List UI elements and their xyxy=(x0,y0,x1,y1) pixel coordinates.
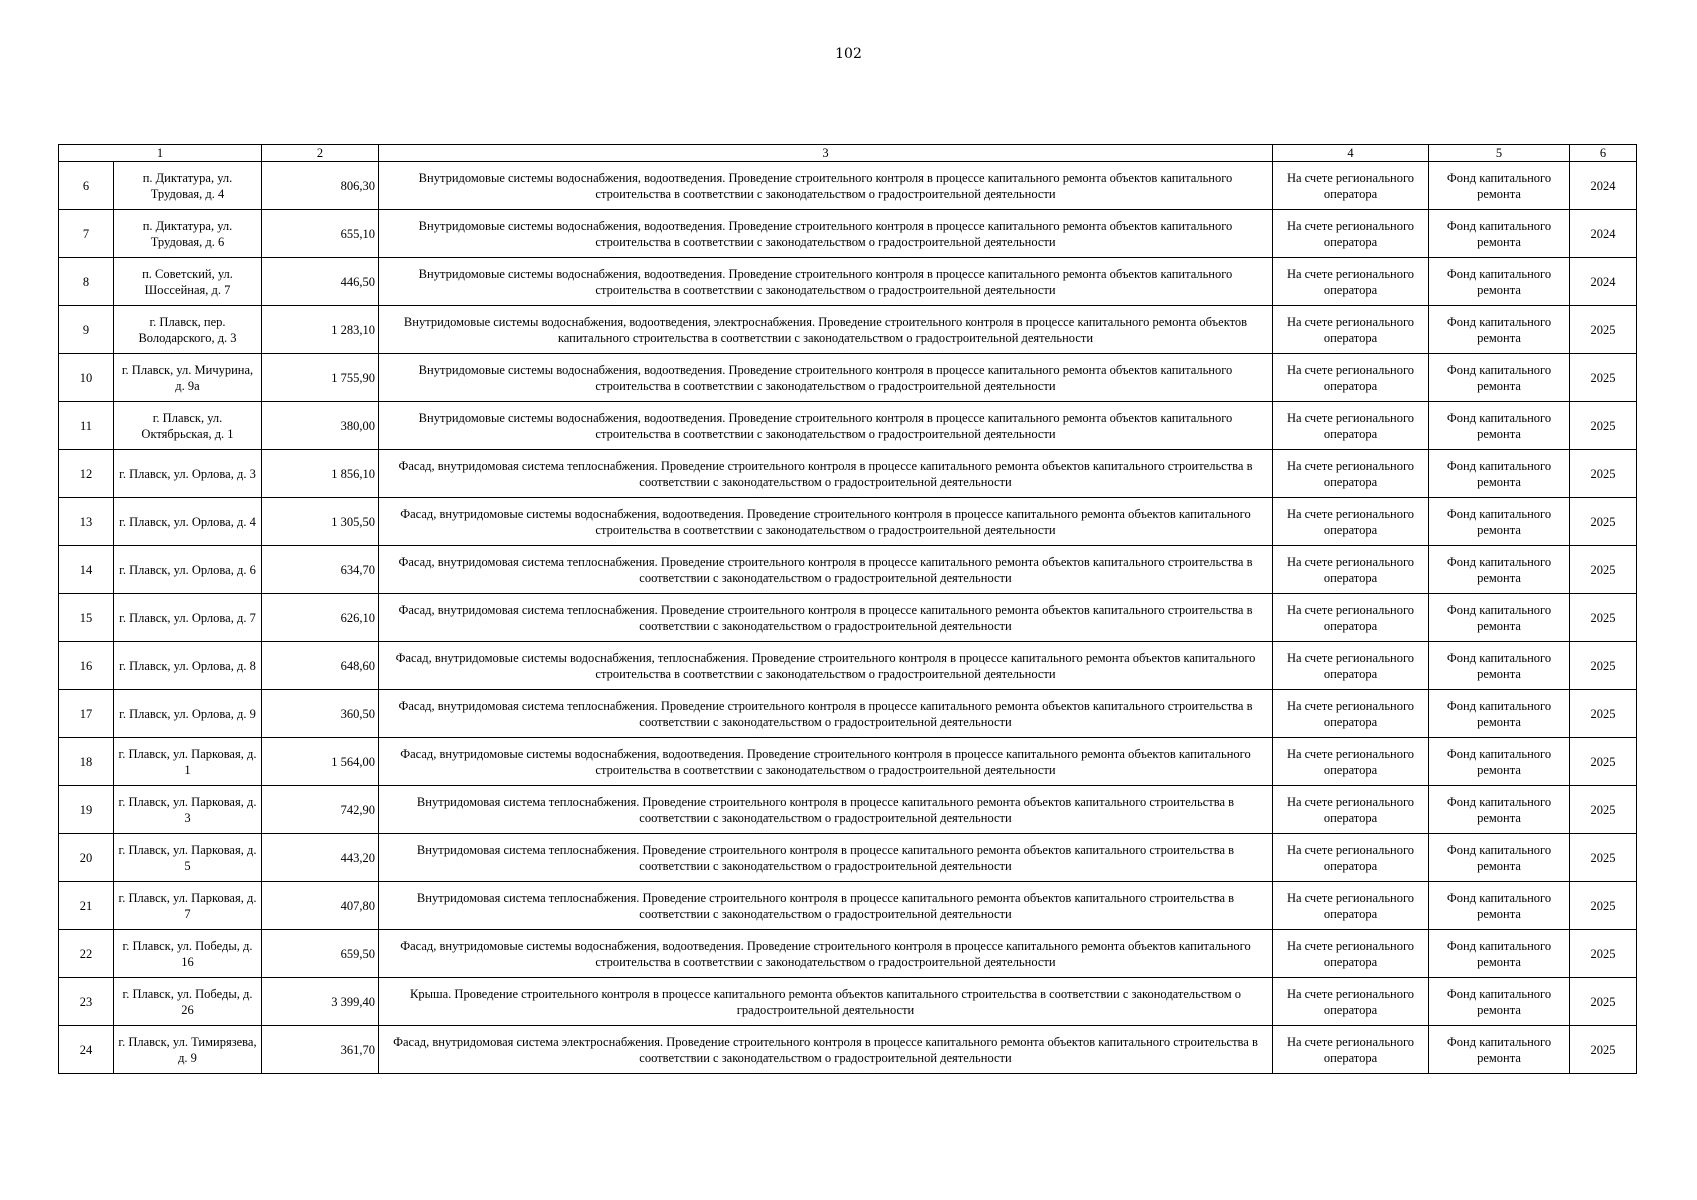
table-row xyxy=(59,834,1637,882)
row-number-cell: 24 xyxy=(59,1026,114,1074)
works-description-cell: Внутридомовые системы водоснабжения, водоотведения. Проведение строительного контроля в процессе капитального ремонта объектов капитального строительства в соответствии с законодательством о градостроительной деятельности xyxy=(379,210,1273,258)
area-cell: 1 856,10 xyxy=(262,450,379,498)
header-cell-4: 4 xyxy=(1273,145,1429,162)
funding-source-cell: Фонд капитального ремонта xyxy=(1429,1026,1570,1074)
account-type-cell: На счете регионального оператора xyxy=(1273,258,1429,306)
row-number-cell: 10 xyxy=(59,354,114,402)
address-cell: г. Плавск, ул. Орлова, д. 4 xyxy=(114,498,262,546)
account-type-cell: На счете регионального оператора xyxy=(1273,738,1429,786)
address-cell: г. Плавск, ул. Орлова, д. 6 xyxy=(114,546,262,594)
area-cell: 655,10 xyxy=(262,210,379,258)
account-type-cell: На счете регионального оператора xyxy=(1273,354,1429,402)
works-description-cell: Внутридомовая система теплоснабжения. Проведение строительного контроля в процессе капитального ремонта объектов капитального строительства в соответствии с законодательством о градостроительной деятельности xyxy=(379,834,1273,882)
area-cell: 443,20 xyxy=(262,834,379,882)
funding-source-cell: Фонд капитального ремонта xyxy=(1429,354,1570,402)
account-type-cell: На счете регионального оператора xyxy=(1273,210,1429,258)
row-number-cell: 16 xyxy=(59,642,114,690)
address-cell: г. Плавск, пер. Володарского, д. 3 xyxy=(114,306,262,354)
works-description-cell: Внутридомовая система теплоснабжения. Проведение строительного контроля в процессе капитального ремонта объектов капитального строительства в соответствии с законодательством о градостроительной деятельности xyxy=(379,882,1273,930)
account-type-cell: На счете регионального оператора xyxy=(1273,978,1429,1026)
year-cell: 2025 xyxy=(1570,546,1637,594)
works-description-cell: Фасад, внутридомовая система теплоснабжения. Проведение строительного контроля в процессе капитального ремонта объектов капитального строительства в соответствии с законодательством о градостроительной деятельности xyxy=(379,450,1273,498)
account-type-cell: На счете регионального оператора xyxy=(1273,306,1429,354)
table-row xyxy=(59,786,1637,834)
account-type-cell: На счете регионального оператора xyxy=(1273,834,1429,882)
address-cell: г. Плавск, ул. Мичурина, д. 9а xyxy=(114,354,262,402)
table-row xyxy=(59,402,1637,450)
funding-source-cell: Фонд капитального ремонта xyxy=(1429,978,1570,1026)
funding-source-cell: Фонд капитального ремонта xyxy=(1429,834,1570,882)
row-number-cell: 23 xyxy=(59,978,114,1026)
row-number-cell: 9 xyxy=(59,306,114,354)
funding-source-cell: Фонд капитального ремонта xyxy=(1429,210,1570,258)
row-number-cell: 18 xyxy=(59,738,114,786)
account-type-cell: На счете регионального оператора xyxy=(1273,690,1429,738)
funding-source-cell: Фонд капитального ремонта xyxy=(1429,450,1570,498)
table-row xyxy=(59,642,1637,690)
funding-source-cell: Фонд капитального ремонта xyxy=(1429,930,1570,978)
table-row xyxy=(59,882,1637,930)
funding-source-cell: Фонд капитального ремонта xyxy=(1429,306,1570,354)
funding-source-cell: Фонд капитального ремонта xyxy=(1429,498,1570,546)
address-cell: г. Плавск, ул. Парковая, д. 3 xyxy=(114,786,262,834)
address-cell: г. Плавск, ул. Парковая, д. 1 xyxy=(114,738,262,786)
table-row xyxy=(59,978,1637,1026)
year-cell: 2025 xyxy=(1570,402,1637,450)
area-cell: 648,60 xyxy=(262,642,379,690)
table-row xyxy=(59,450,1637,498)
address-cell: п. Советский, ул. Шоссейная, д. 7 xyxy=(114,258,262,306)
funding-source-cell: Фонд капитального ремонта xyxy=(1429,594,1570,642)
account-type-cell: На счете регионального оператора xyxy=(1273,786,1429,834)
address-cell: г. Плавск, ул. Орлова, д. 8 xyxy=(114,642,262,690)
year-cell: 2024 xyxy=(1570,162,1637,210)
table-row xyxy=(59,1026,1637,1074)
year-cell: 2025 xyxy=(1570,354,1637,402)
row-number-cell: 6 xyxy=(59,162,114,210)
works-description-cell: Внутридомовые системы водоснабжения, водоотведения. Проведение строительного контроля в процессе капитального ремонта объектов капитального строительства в соответствии с законодательством о градостроительной деятельности xyxy=(379,354,1273,402)
address-cell: п. Диктатура, ул. Трудовая, д. 4 xyxy=(114,162,262,210)
area-cell: 806,30 xyxy=(262,162,379,210)
row-number-cell: 13 xyxy=(59,498,114,546)
area-cell: 634,70 xyxy=(262,546,379,594)
works-description-cell: Фасад, внутридомовые системы водоснабжения, водоотведения. Проведение строительного контроля в процессе капитального ремонта объектов капитального строительства в соответствии с законодательством о градостроительной деятельности xyxy=(379,498,1273,546)
table-row xyxy=(59,258,1637,306)
funding-source-cell: Фонд капитального ремонта xyxy=(1429,258,1570,306)
row-number-cell: 17 xyxy=(59,690,114,738)
table-row xyxy=(59,306,1637,354)
area-cell: 1 305,50 xyxy=(262,498,379,546)
year-cell: 2025 xyxy=(1570,978,1637,1026)
works-description-cell: Внутридомовая система теплоснабжения. Проведение строительного контроля в процессе капитального ремонта объектов капитального строительства в соответствии с законодательством о градостроительной деятельности xyxy=(379,786,1273,834)
row-number-cell: 22 xyxy=(59,930,114,978)
table-row xyxy=(59,162,1637,210)
works-description-cell: Фасад, внутридомовая система теплоснабжения. Проведение строительного контроля в процессе капитального ремонта объектов капитального строительства в соответствии с законодательством о градостроительной деятельности xyxy=(379,594,1273,642)
table-row xyxy=(59,690,1637,738)
header-cell-5: 5 xyxy=(1429,145,1570,162)
row-number-cell: 11 xyxy=(59,402,114,450)
account-type-cell: На счете регионального оператора xyxy=(1273,594,1429,642)
funding-source-cell: Фонд капитального ремонта xyxy=(1429,642,1570,690)
area-cell: 3 399,40 xyxy=(262,978,379,1026)
address-cell: г. Плавск, ул. Орлова, д. 3 xyxy=(114,450,262,498)
year-cell: 2025 xyxy=(1570,834,1637,882)
area-cell: 1 283,10 xyxy=(262,306,379,354)
year-cell: 2025 xyxy=(1570,642,1637,690)
works-description-cell: Крыша. Проведение строительного контроля в процессе капитального ремонта объектов капитального строительства в соответствии с законодательством о градостроительной деятельности xyxy=(379,978,1273,1026)
account-type-cell: На счете регионального оператора xyxy=(1273,882,1429,930)
table-row xyxy=(59,546,1637,594)
works-description-cell: Фасад, внутридомовые системы водоснабжения, водоотведения. Проведение строительного контроля в процессе капитального ремонта объектов капитального строительства в соответствии с законодательством о градостроительной деятельности xyxy=(379,738,1273,786)
works-description-cell: Фасад, внутридомовая система теплоснабжения. Проведение строительного контроля в процессе капитального ремонта объектов капитального строительства в соответствии с законодательством о градостроительной деятельности xyxy=(379,546,1273,594)
funding-source-cell: Фонд капитального ремонта xyxy=(1429,162,1570,210)
year-cell: 2025 xyxy=(1570,882,1637,930)
address-cell: г. Плавск, ул. Орлова, д. 7 xyxy=(114,594,262,642)
works-description-cell: Фасад, внутридомовые системы водоснабжения, водоотведения. Проведение строительного контроля в процессе капитального ремонта объектов капитального строительства в соответствии с законодательством о градостроительной деятельности xyxy=(379,930,1273,978)
table-row xyxy=(59,210,1637,258)
funding-source-cell: Фонд капитального ремонта xyxy=(1429,546,1570,594)
area-cell: 742,90 xyxy=(262,786,379,834)
area-cell: 1 755,90 xyxy=(262,354,379,402)
row-number-cell: 20 xyxy=(59,834,114,882)
area-cell: 380,00 xyxy=(262,402,379,450)
account-type-cell: На счете регионального оператора xyxy=(1273,642,1429,690)
address-cell: г. Плавск, ул. Победы, д. 26 xyxy=(114,978,262,1026)
year-cell: 2025 xyxy=(1570,738,1637,786)
year-cell: 2025 xyxy=(1570,306,1637,354)
year-cell: 2025 xyxy=(1570,690,1637,738)
funding-source-cell: Фонд капитального ремонта xyxy=(1429,690,1570,738)
year-cell: 2024 xyxy=(1570,210,1637,258)
year-cell: 2025 xyxy=(1570,450,1637,498)
area-cell: 407,80 xyxy=(262,882,379,930)
page-number: 102 xyxy=(835,46,862,62)
row-number-cell: 8 xyxy=(59,258,114,306)
funding-source-cell: Фонд капитального ремонта xyxy=(1429,402,1570,450)
area-cell: 1 564,00 xyxy=(262,738,379,786)
account-type-cell: На счете регионального оператора xyxy=(1273,1026,1429,1074)
funding-source-cell: Фонд капитального ремонта xyxy=(1429,786,1570,834)
account-type-cell: На счете регионального оператора xyxy=(1273,546,1429,594)
funding-source-cell: Фонд капитального ремонта xyxy=(1429,882,1570,930)
works-description-cell: Внутридомовые системы водоснабжения, водоотведения. Проведение строительного контроля в процессе капитального ремонта объектов капитального строительства в соответствии с законодательством о градостроительной деятельности xyxy=(379,162,1273,210)
year-cell: 2025 xyxy=(1570,498,1637,546)
address-cell: г. Плавск, ул. Победы, д. 16 xyxy=(114,930,262,978)
row-number-cell: 15 xyxy=(59,594,114,642)
row-number-cell: 12 xyxy=(59,450,114,498)
funding-source-cell: Фонд капитального ремонта xyxy=(1429,738,1570,786)
address-cell: г. Плавск, ул. Октябрьская, д. 1 xyxy=(114,402,262,450)
table-row xyxy=(59,594,1637,642)
row-number-cell: 14 xyxy=(59,546,114,594)
year-cell: 2025 xyxy=(1570,594,1637,642)
table-row xyxy=(59,738,1637,786)
account-type-cell: На счете регионального оператора xyxy=(1273,930,1429,978)
works-description-cell: Фасад, внутридомовая система электроснабжения. Проведение строительного контроля в процессе капитального ремонта объектов капитального строительства в соответствии с законодательством о градостроительной деятельности xyxy=(379,1026,1273,1074)
year-cell: 2025 xyxy=(1570,786,1637,834)
header-cell-2: 2 xyxy=(262,145,379,162)
account-type-cell: На счете регионального оператора xyxy=(1273,162,1429,210)
year-cell: 2024 xyxy=(1570,258,1637,306)
account-type-cell: На счете регионального оператора xyxy=(1273,402,1429,450)
row-number-cell: 19 xyxy=(59,786,114,834)
area-cell: 361,70 xyxy=(262,1026,379,1074)
works-description-cell: Внутридомовые системы водоснабжения, водоотведения. Проведение строительного контроля в процессе капитального ремонта объектов капитального строительства в соответствии с законодательством о градостроительной деятельности xyxy=(379,258,1273,306)
area-cell: 446,50 xyxy=(262,258,379,306)
year-cell: 2025 xyxy=(1570,930,1637,978)
account-type-cell: На счете регионального оператора xyxy=(1273,498,1429,546)
account-type-cell: На счете регионального оператора xyxy=(1273,450,1429,498)
address-cell: г. Плавск, ул. Парковая, д. 5 xyxy=(114,834,262,882)
row-number-cell: 21 xyxy=(59,882,114,930)
address-cell: п. Диктатура, ул. Трудовая, д. 6 xyxy=(114,210,262,258)
area-cell: 360,50 xyxy=(262,690,379,738)
works-description-cell: Внутридомовые системы водоснабжения, водоотведения, электроснабжения. Проведение строительного контроля в процессе капитального ремонта объектов капитального строительства в соответствии с законодательством о градостроительной деятельности xyxy=(379,306,1273,354)
area-cell: 626,10 xyxy=(262,594,379,642)
table-row xyxy=(59,930,1637,978)
address-cell: г. Плавск, ул. Орлова, д. 9 xyxy=(114,690,262,738)
table-header-row xyxy=(59,145,1637,162)
address-cell: г. Плавск, ул. Парковая, д. 7 xyxy=(114,882,262,930)
capital-repair-table xyxy=(58,144,1637,1074)
works-description-cell: Фасад, внутридомовые системы водоснабжения, теплоснабжения. Проведение строительного контроля в процессе капитального ремонта объектов капитального строительства в соответствии с законодательством о градостроительной деятельности xyxy=(379,642,1273,690)
header-cell-6: 6 xyxy=(1570,145,1637,162)
works-description-cell: Внутридомовые системы водоснабжения, водоотведения. Проведение строительного контроля в процессе капитального ремонта объектов капитального строительства в соответствии с законодательством о градостроительной деятельности xyxy=(379,402,1273,450)
address-cell: г. Плавск, ул. Тимирязева, д. 9 xyxy=(114,1026,262,1074)
table-row xyxy=(59,498,1637,546)
row-number-cell: 7 xyxy=(59,210,114,258)
table-row xyxy=(59,354,1637,402)
header-cell-3: 3 xyxy=(379,145,1273,162)
year-cell: 2025 xyxy=(1570,1026,1637,1074)
works-description-cell: Фасад, внутридомовая система теплоснабжения. Проведение строительного контроля в процессе капитального ремонта объектов капитального строительства в соответствии с законодательством о градостроительной деятельности xyxy=(379,690,1273,738)
area-cell: 659,50 xyxy=(262,930,379,978)
header-cell-1: 1 xyxy=(59,145,262,162)
